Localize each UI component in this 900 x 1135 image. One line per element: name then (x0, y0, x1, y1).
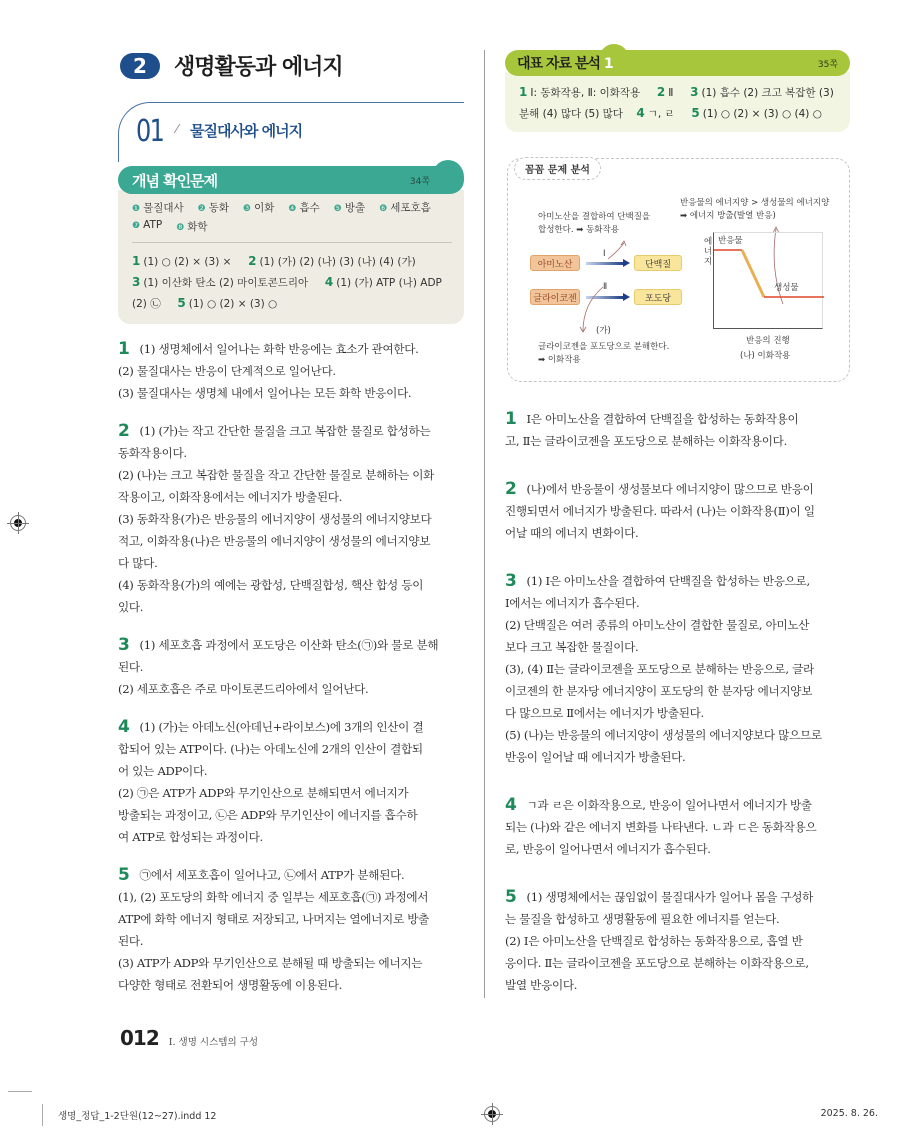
glycogen-box: 글라이코젠 (530, 289, 580, 305)
rep-analysis-header (505, 50, 850, 76)
answer-block-4: 4 ㄱ과 ㄹ은 이화작용으로, 반응이 일어나면서 에너지가 방출 되는 (나)와 같은 에너지 변화를 나타낸다. ㄴ과 ㄷ은 동화작용으 로, 반응이 일어나면서 에너지가 흡수된다. (505, 795, 817, 856)
concept-check-box (118, 166, 464, 324)
page-reference: 34쪽 (409, 176, 430, 187)
answer-item: 4 ㄱ, ㄹ (636, 106, 675, 120)
term-item: ❹ 흡수 (288, 202, 320, 214)
reaction-label-1: Ⅰ (603, 249, 606, 259)
chapter-header (120, 50, 343, 81)
section-header (118, 102, 464, 152)
page-reference: 35쪽 (817, 59, 838, 70)
graph-y-label: 에너지 (704, 237, 713, 267)
concept-answers (132, 243, 452, 314)
section-title: 물질대사와 에너지 (190, 122, 303, 140)
answer-item: 2 Ⅱ (656, 85, 674, 99)
rep-analysis-title: 대표 자료 분석 1 (517, 56, 613, 72)
concept-check-header (118, 166, 464, 194)
answer-item: 2 (1) (가) (2) (나) (3) (나) (4) (가) (248, 254, 416, 268)
term-item: ❷ 동화 (197, 202, 230, 214)
protein-box: 단백질 (634, 255, 682, 271)
answer-item: 3 (1) 흡수 (2) 크고 복잡한 (3) 분해 (4) 많다 (5) 많다 (519, 85, 834, 120)
section-number: 01 (136, 114, 164, 149)
answer-block-5: 5 (1) 생명체에서는 끊임없이 물질대사가 일어나 몸을 구성하 는 물질을 합성하고 생명활동에 필요한 에너지를 얻는다. (2) Ⅰ은 아미노산을 단백질로 합성하는 동화작용으로, 흡열 반 응이다. Ⅱ는 글라이코젠을 포도당으로 분해하는 이화작용으로, 발열 반응이다. (505, 887, 814, 992)
answer-item: 4 (1) (가) ATP (나) ADP (2) ㉡ (132, 275, 442, 310)
header-bump-decoration (432, 160, 464, 194)
reactant-label: 반응물 (718, 236, 743, 246)
analysis-diagram (507, 158, 850, 382)
answer-block-5: 5 ㉠에서 세포호흡이 일어나고, ㉡에서 ATP가 분해된다. (1), (2) 포도당의 화학 에너지 중 일부는 세포호흡(㉠) 과정에서 ATP에 화학 에너지 형태로 저장되고, 나머지는 열에너지로 방출 된다. (3) ATP가 ADP와 무기인산으로 분해될 때 방출되는 에너지는 다양한 형태로 전환되어 생명활동에 이용된다. (118, 865, 430, 992)
glucose-box: 포도당 (634, 289, 682, 305)
analysis-tag: 꼼꼼 문제 분석 (514, 157, 601, 180)
note-anabolism: 아미노산을 결합하여 단백질을 합성한다. ➡ 동화작용 (538, 212, 651, 235)
answer-item: 3 (1) 이산화 탄소 (2) 마이토콘드리아 (132, 275, 309, 289)
term-item: ❽ 화학 (176, 221, 208, 233)
graph-caption: (나) 이화작용 (740, 351, 791, 361)
answer-block-3: 3 (1) 세포호흡 과정에서 포도당은 이산화 탄소(㉠)와 물로 분해 된다. (2) 세포호흡은 주로 마이토콘드리아에서 일어난다. (118, 635, 439, 696)
answer-block-1: 1 Ⅰ은 아미노산을 결합하여 단백질을 합성하는 동화작용이 고, Ⅱ는 글라이코젠을 포도당으로 분해하는 이화작용이다. (505, 409, 799, 448)
answer-block-2: 2 (나)에서 반응물이 생성물보다 에너지양이 많으므로 반응이 진행되면서 에너지가 방출된다. 따라서 (나)는 이화작용(Ⅱ)이 일 어날 때의 에너지 변화이다. (505, 479, 815, 540)
column-divider (484, 50, 485, 998)
page-number: 012 (120, 1026, 159, 1050)
energy-graph (713, 232, 823, 329)
term-item: ❶ 물질대사 (132, 202, 184, 214)
term-item: ❻ 세포호흡 (379, 202, 431, 214)
answer-block-1: 1 (1) 생명체에서 일어나는 화학 반응에는 효소가 관여한다. (2) 물질대사는 반응이 단계적으로 일어난다. (3) 물질대사는 생명체 내에서 일어나는 모든 화학 반응이다. (118, 339, 419, 400)
amino-acid-box: 아미노산 (530, 255, 580, 271)
answer-item: 1 (1) ○ (2) × (3) × (132, 254, 232, 268)
registration-mark-icon (10, 515, 26, 531)
note-energy-release: 반응물의 에너지양 > 생성물의 에너지양 ➡ 에너지 방출(발열 반응) (680, 198, 830, 221)
answer-item: 5 (1) ○ (2) × (3) ○ (177, 296, 278, 310)
term-item: ❸ 이화 (243, 202, 275, 214)
term-item: ❺ 방출 (333, 202, 366, 214)
answer-item: 1 Ⅰ: 동화작용, Ⅱ: 이화작용 (519, 85, 641, 99)
answer-block-3: 3 (1) Ⅰ은 아미노산을 결합하여 단백질을 합성하는 반응으로, Ⅰ에서는 에너지가 흡수된다. (2) 단백질은 여러 종류의 아미노산이 결합한 물질로, 아미노산 보다 크고 복잡한 물질이다. (3), (4) Ⅱ는 글라이코젠을 포도당으로 분해하는 반응으로, 글라 이코젠의 한 분자당 에너지양이 포도당의 한 분자당 에너지양보 다 많으므로 Ⅱ에서는 에너지가 방출된다. (5) (나)는 반응물의 에너지양이 생성물의 에너지양보다 많으므로 반응이 일어날 때 에너지가 방출된다. (505, 571, 822, 764)
page-folio (120, 1026, 258, 1050)
chapter-title: 생명활동과 에너지 (174, 55, 343, 80)
registration-mark-icon (484, 1106, 500, 1122)
chapter-number-badge: 2 (120, 53, 160, 79)
term-item: ❼ ATP (132, 219, 163, 231)
rep-analysis-answers (505, 72, 850, 132)
product-label: 생성물 (774, 283, 799, 293)
slash-icon: ⁄ (176, 122, 179, 136)
right-answer-column (505, 408, 850, 1012)
crop-mark (42, 1104, 43, 1126)
crop-mark (8, 1091, 32, 1092)
graph-x-label: 반응의 진행 (746, 336, 790, 346)
caption-ga: (가) (596, 326, 611, 336)
print-date: 2025. 8. 26. (820, 1108, 878, 1119)
reaction-label-2: Ⅱ (603, 282, 608, 292)
left-answer-column (118, 338, 466, 1012)
unit-title: Ⅰ. 생명 시스템의 구성 (168, 1037, 258, 1048)
rep-analysis-box (505, 50, 850, 132)
note-catabolism: 글라이코젠을 포도당으로 분해한다. ➡ 이화작용 (538, 342, 670, 365)
concept-check-title: 개념 확인문제 (132, 171, 218, 190)
answer-block-2: 2 (1) (가)는 작고 간단한 물질을 크고 복잡한 물질로 합성하는 동화작용이다. (2) (나)는 크고 복잡한 물질을 작고 간단한 물질로 분해하는 이화 작용이고, 이화작용에서는 에너지가 방출된다. (3) 동화작용(가)은 반응물의 에너지양이 생성물의 에너지양보다 적고, 이화작용(나)은 반응물의 에너지양이 생성물의 에너지양보 다 많다. (4) 동화작용(가)의 예에는 광합성, 단백질합성, 핵산 합성 등이 있다. (118, 421, 435, 614)
file-slug: 생명_정답_1-2단원(12~27).indd 12 (58, 1111, 217, 1122)
term-list (132, 200, 452, 243)
concept-check-body (118, 190, 464, 324)
answer-item: 5 (1) ○ (2) × (3) ○ (4) ○ (691, 106, 822, 120)
answer-block-4: 4 (1) (가)는 아데노신(아데닌+라이보스)에 3개의 인산이 결 합되어 있는 ATP이다. (나)는 아데노신에 2개의 인산이 결합되 어 있는 ADP이다. (2) ㉠은 ATP가 ADP와 무기인산으로 분해되면서 에너지가 방출되는 과정이고, ㉡은 ADP와 무기인산이 에너지를 흡수하 여 ATP로 합성되는 과정이다. (118, 717, 424, 844)
